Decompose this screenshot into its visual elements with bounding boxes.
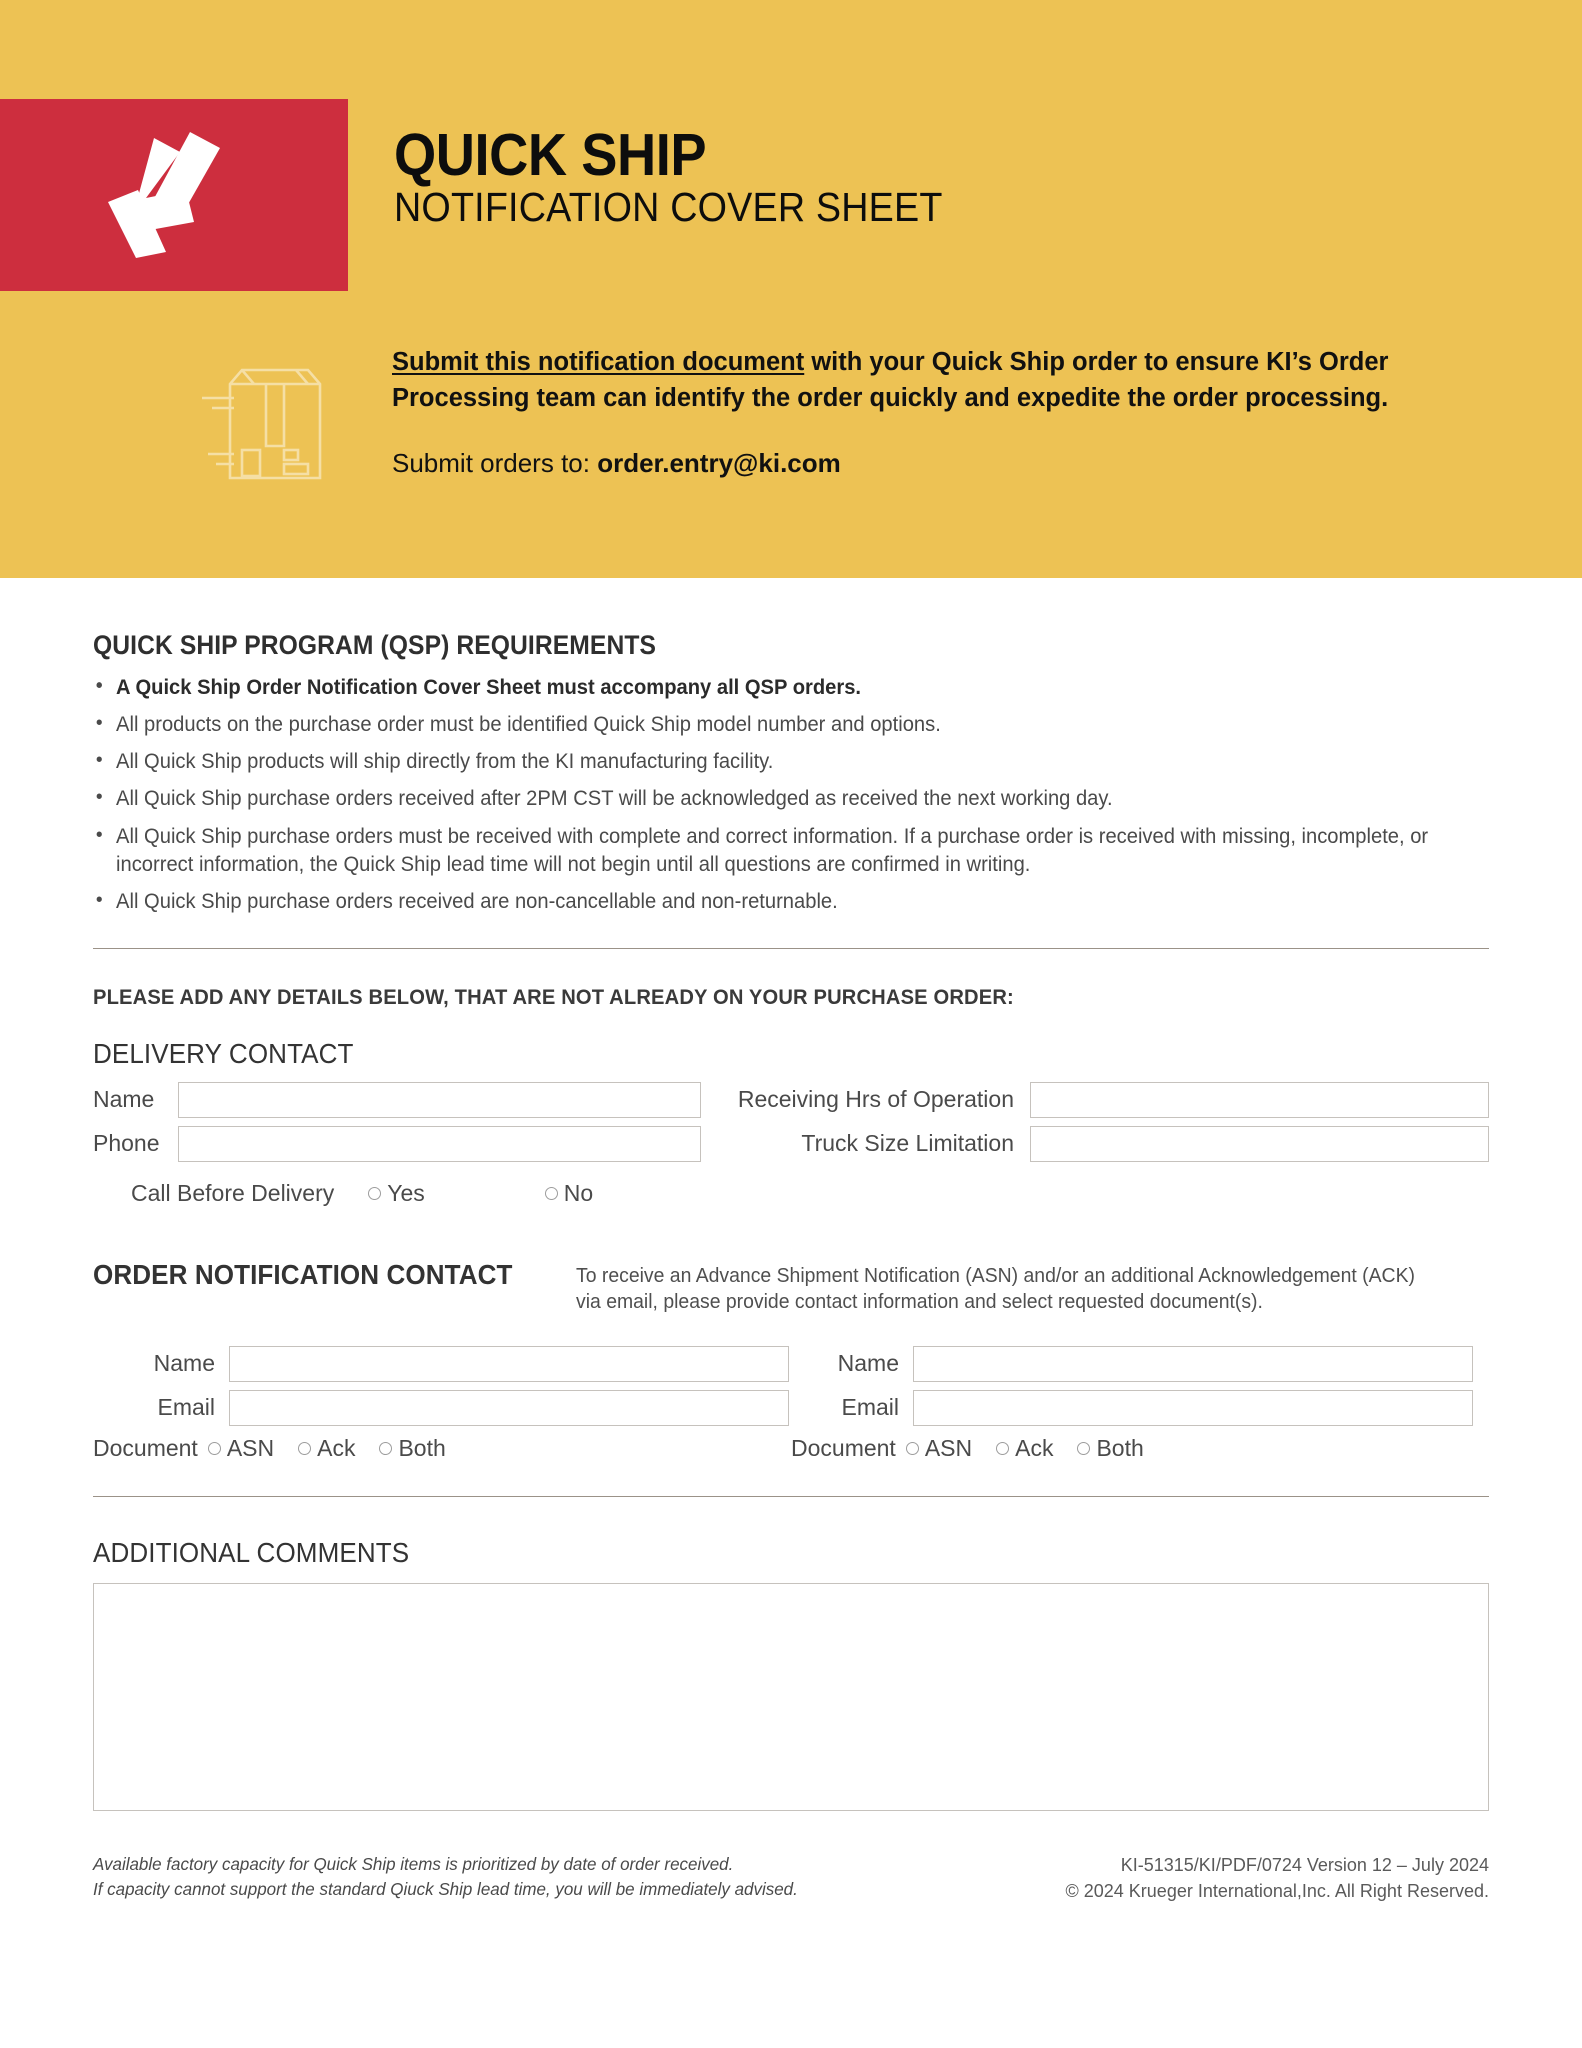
call-before-delivery-yes-option[interactable] bbox=[368, 1180, 425, 1207]
header-title-group bbox=[394, 122, 990, 231]
list-item: • All products on the purchase order must be identified Quick Ship model number and options. bbox=[93, 711, 1433, 739]
header-instructions bbox=[392, 344, 1422, 479]
onc2-row-email bbox=[791, 1390, 1489, 1426]
onc1-row-name bbox=[93, 1346, 791, 1382]
page-subtitle: NOTIFICATION COVER SHEET bbox=[394, 184, 943, 231]
radio-icon[interactable] bbox=[1077, 1442, 1090, 1455]
onc1-email-input[interactable] bbox=[229, 1390, 789, 1426]
truck-size-input[interactable] bbox=[1030, 1126, 1489, 1162]
divider-bottom bbox=[93, 1496, 1489, 1497]
please-add-details-note: PLEASE ADD ANY DETAILS BELOW, THAT ARE NOT ALREADY ON YOUR PURCHASE ORDER: bbox=[93, 985, 1014, 1009]
radio-icon[interactable] bbox=[208, 1442, 221, 1455]
onc1-email-label: Email bbox=[157, 1394, 215, 1421]
radio-icon[interactable] bbox=[545, 1187, 558, 1200]
call-before-delivery-no-option[interactable] bbox=[545, 1180, 593, 1207]
onc2-row-name bbox=[791, 1346, 1489, 1382]
page-footer bbox=[93, 1852, 1489, 1905]
onc2-email-field-wrap bbox=[913, 1390, 1473, 1426]
submit-orders-line bbox=[392, 448, 1422, 479]
call-yes-label: Yes bbox=[387, 1179, 425, 1206]
shipping-box-icon bbox=[200, 350, 350, 490]
delivery-phone-label: Phone bbox=[93, 1130, 160, 1157]
call-before-delivery-row bbox=[93, 1180, 1489, 1207]
onc1-document-label: Document bbox=[93, 1434, 198, 1461]
order-notification-contact-2 bbox=[791, 1346, 1489, 1462]
delivery-contact-heading: DELIVERY CONTACT bbox=[93, 1037, 354, 1069]
order-entry-email: order.entry@ki.com bbox=[597, 448, 841, 479]
onc2-name-input[interactable] bbox=[913, 1346, 1473, 1382]
radio-icon[interactable] bbox=[996, 1442, 1009, 1455]
onc1-option-asn[interactable] bbox=[208, 1435, 274, 1462]
onc1-both-label: Both bbox=[398, 1434, 446, 1461]
onc1-name-input[interactable] bbox=[229, 1346, 789, 1382]
qsp-requirements-list bbox=[93, 674, 1489, 916]
order-notification-contact-1 bbox=[93, 1346, 791, 1462]
onc2-asn-label: ASN bbox=[924, 1434, 973, 1461]
delivery-contact-fields bbox=[93, 1082, 1489, 1162]
ki-logo-block bbox=[0, 99, 348, 291]
receiving-hours-label: Receiving Hrs of Operation bbox=[737, 1086, 1014, 1113]
delivery-name-label: Name bbox=[93, 1086, 155, 1113]
onc2-option-both[interactable] bbox=[1077, 1435, 1143, 1462]
additional-comments-heading: ADDITIONAL COMMENTS bbox=[93, 1536, 410, 1568]
truck-size-label: Truck Size Limitation bbox=[801, 1130, 1014, 1157]
order-notification-note: To receive an Advance Shipment Notification (ASN) and/or an additional Acknowledgement (ACK) via email, please provide contact information and select requested document(s). bbox=[576, 1264, 1416, 1314]
onc1-option-ack[interactable] bbox=[298, 1435, 355, 1462]
onc1-ack-label: Ack bbox=[317, 1434, 356, 1461]
page-title: QUICK SHIP bbox=[394, 122, 707, 188]
truck-size-field-wrap bbox=[1030, 1126, 1489, 1162]
header-band bbox=[0, 0, 1582, 578]
radio-icon[interactable] bbox=[368, 1187, 381, 1200]
submit-instruction-rest: with your Quick Ship order to ensure KI’s Order Processing team can identify the order quickly and expedite the order processing. bbox=[392, 348, 1389, 413]
footer-disclaimer-line2: If capacity cannot support the standard Qiuck Ship lead time, you will be immediately advised. bbox=[93, 1879, 798, 1900]
onc2-option-asn[interactable] bbox=[906, 1435, 972, 1462]
delivery-phone-input[interactable] bbox=[178, 1126, 701, 1162]
order-notification-heading: ORDER NOTIFICATION CONTACT bbox=[93, 1258, 513, 1290]
onc1-asn-label: ASN bbox=[226, 1434, 275, 1461]
footer-copyright-line: © 2024 Krueger International,Inc. All Right Reserved. bbox=[1065, 1880, 1489, 1901]
onc1-name-label: Name bbox=[153, 1350, 215, 1377]
radio-icon[interactable] bbox=[379, 1442, 392, 1455]
order-notification-contacts bbox=[93, 1346, 1489, 1462]
list-item: • All Quick Ship purchase orders received are non-cancellable and non-returnable. bbox=[93, 888, 1433, 916]
call-before-delivery-label: Call Before Delivery bbox=[131, 1179, 335, 1206]
ki-logo-icon bbox=[94, 130, 254, 260]
delivery-row-name bbox=[93, 1082, 1489, 1118]
onc1-row-email bbox=[93, 1390, 791, 1426]
delivery-phone-field-wrap bbox=[178, 1126, 701, 1162]
receiving-hours-field-wrap bbox=[1030, 1082, 1489, 1118]
list-item: • All Quick Ship products will ship directly from the KI manufacturing facility. bbox=[93, 748, 1433, 776]
onc2-both-label: Both bbox=[1096, 1434, 1144, 1461]
document-body bbox=[0, 578, 1582, 1904]
receiving-hours-input[interactable] bbox=[1030, 1082, 1489, 1118]
delivery-name-input[interactable] bbox=[178, 1082, 701, 1118]
footer-doc-code: KI-51315/KI/PDF/0724 Version 12 – July 2024 bbox=[1120, 1854, 1489, 1875]
onc2-email-input[interactable] bbox=[913, 1390, 1473, 1426]
footer-disclaimer bbox=[93, 1852, 798, 1903]
onc2-ack-label: Ack bbox=[1015, 1434, 1054, 1461]
onc1-name-field-wrap bbox=[229, 1346, 789, 1382]
onc2-name-label: Name bbox=[837, 1350, 899, 1377]
list-item: • A Quick Ship Order Notification Cover Sheet must accompany all QSP orders. bbox=[93, 674, 1433, 702]
radio-icon[interactable] bbox=[298, 1442, 311, 1455]
onc2-email-label: Email bbox=[841, 1394, 899, 1421]
onc2-document-label: Document bbox=[791, 1434, 896, 1461]
submit-orders-prefix: Submit orders to: bbox=[392, 448, 598, 479]
onc2-option-ack[interactable] bbox=[996, 1435, 1053, 1462]
call-no-label: No bbox=[563, 1179, 594, 1206]
order-notification-header bbox=[93, 1259, 1489, 1316]
footer-copyright bbox=[1065, 1852, 1489, 1905]
onc1-email-field-wrap bbox=[229, 1390, 789, 1426]
delivery-row-phone bbox=[93, 1126, 1489, 1162]
onc2-document-row bbox=[791, 1435, 1489, 1462]
divider-top bbox=[93, 948, 1489, 949]
onc1-document-row bbox=[93, 1435, 791, 1462]
list-item: • All Quick Ship purchase orders must be received with complete and correct information. If a purchase order is received with missing, incomplete, or incorrect information, the Quick Ship lead time will not begin until all questions are confirmed in writing. bbox=[93, 823, 1433, 879]
additional-comments-textarea[interactable] bbox=[93, 1583, 1489, 1811]
onc1-option-both[interactable] bbox=[379, 1435, 445, 1462]
submit-instruction-line bbox=[392, 344, 1422, 416]
onc2-name-field-wrap bbox=[913, 1346, 1473, 1382]
delivery-name-field-wrap bbox=[178, 1082, 701, 1118]
submit-instruction-underlined: Submit this notification document bbox=[392, 348, 805, 376]
footer-disclaimer-line1: Available factory capacity for Quick Ship items is prioritized by date of order received. bbox=[93, 1853, 734, 1874]
qsp-requirements-heading: QUICK SHIP PROGRAM (QSP) REQUIREMENTS bbox=[93, 630, 657, 660]
list-item: • All Quick Ship purchase orders received after 2PM CST will be acknowledged as received the next working day. bbox=[93, 785, 1433, 813]
radio-icon[interactable] bbox=[906, 1442, 919, 1455]
